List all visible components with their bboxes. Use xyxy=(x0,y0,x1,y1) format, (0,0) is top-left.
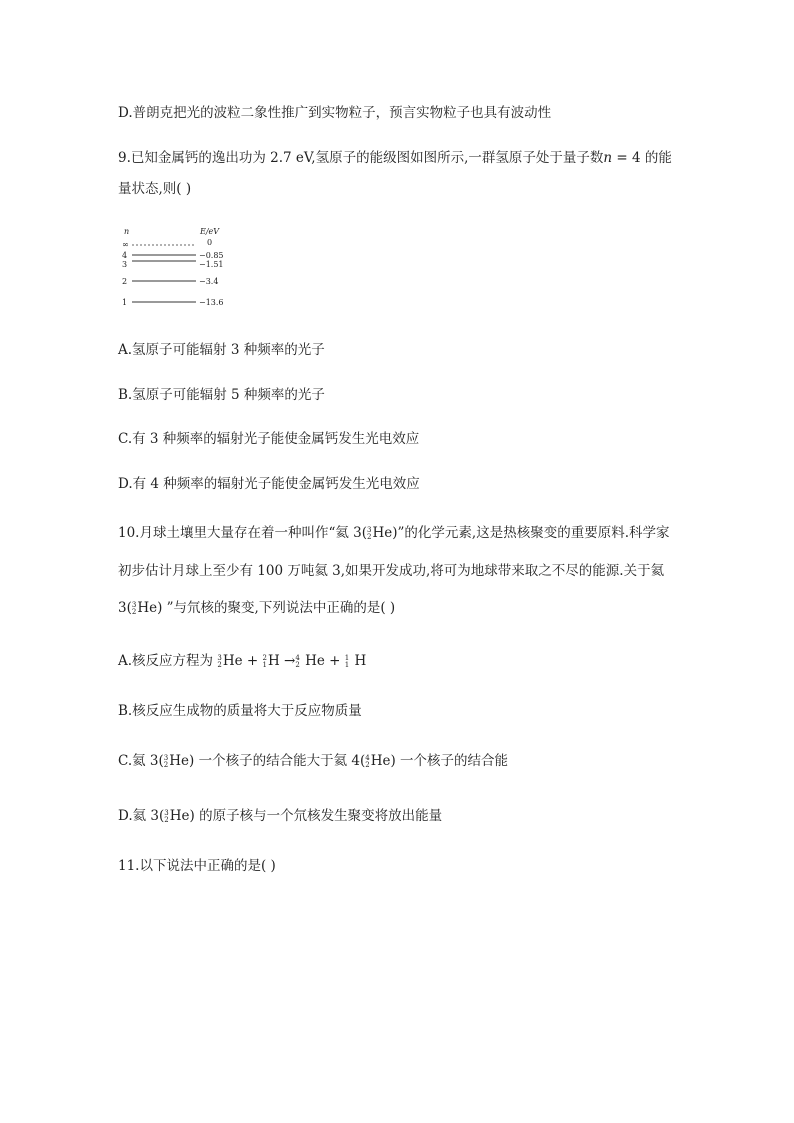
level-e-1: −13.6 xyxy=(199,298,224,307)
question-10-line-2: 初步估计月球上至少有 100 万吨氦 3,如果开发成功,将可为地球带来取之不尽的能源.关于氦 xyxy=(118,563,665,579)
c-he3-z: 2 xyxy=(163,760,169,769)
level-n-4: 4 xyxy=(122,251,128,260)
question-10-line-3 xyxy=(118,599,395,617)
c-text-c: He) 一个核子的结合能 xyxy=(370,753,509,769)
q9-option-b: B.氢原子可能辐射 5 种频率的光子 xyxy=(118,387,325,403)
a-plus-1: + xyxy=(242,653,263,669)
a-he4-z: 2 xyxy=(295,660,300,669)
he3-z-2: 2 xyxy=(131,607,137,616)
d-he3-iso xyxy=(164,810,168,824)
q9-n-variable: n xyxy=(603,150,613,166)
diagram-e-header: E/eV xyxy=(200,227,220,236)
question-9-line-1 xyxy=(118,149,672,167)
a-he4-mass: 4 xyxy=(295,653,300,662)
level-e-4: −0.85 xyxy=(199,251,224,260)
d-he3-z: 2 xyxy=(164,815,169,824)
a-h1-symbol: H xyxy=(350,653,367,669)
q9-option-d: D.有 4 种频率的辐射光子能使金属钙发生光电效应 xyxy=(118,476,420,492)
diagram-n-header: n xyxy=(124,227,130,236)
a-he3-mass: 3 xyxy=(217,653,222,662)
level-n-inf: ∞ xyxy=(122,240,129,249)
energy-level-diagram xyxy=(118,225,248,315)
a-he4-symbol: He + xyxy=(300,653,345,669)
option-d-previous: D.普朗克把光的波粒二象性推广到实物粒子，预言实物粒子也具有波动性 xyxy=(118,105,552,121)
q10-text-a: 10.月球土壤里大量存在着一种叫作“氦 3( xyxy=(118,525,368,541)
q9-text-a: 9.已知金属钙的逸出功为 2.7 eV,氢原子的能级图如图所示,一群氢原子处于量子数 xyxy=(118,150,604,166)
level-n-2: 2 xyxy=(122,277,128,286)
q9-option-c: C.有 3 种频率的辐射光子能使金属钙发生光电效应 xyxy=(118,431,420,447)
a-h2-mass: 2 xyxy=(262,653,267,662)
d-text-b: He) 的原子核与一个氘核发生聚变将放出能量 xyxy=(169,808,443,824)
c-text-b: He) 一个核子的结合能大于氦 4( xyxy=(169,753,366,769)
a-he3-iso xyxy=(217,655,221,669)
he3-z: 2 xyxy=(367,532,372,541)
he3-mass: 3 xyxy=(367,525,372,534)
q10-line3-b: He) ”与氘核的聚变,下列说法中正确的是( ) xyxy=(137,600,396,616)
c-he3-mass: 3 xyxy=(163,753,169,762)
q10-option-b: B.核反应生成物的质量将大于反应物质量 xyxy=(118,703,362,719)
c-text-a: C.氦 3( xyxy=(118,753,164,769)
q10-line3-a: 3( xyxy=(118,600,132,616)
a-he3-z: 2 xyxy=(217,660,222,669)
a-h2-iso xyxy=(262,655,266,669)
question-10-line-1 xyxy=(118,524,670,542)
d-text-a: D.氦 3( xyxy=(118,808,165,824)
c-he4-mass: 4 xyxy=(365,753,370,762)
he3-mass-2: 3 xyxy=(131,600,137,609)
level-n-3: 3 xyxy=(122,260,128,269)
q9-option-a: A.氢原子可能辐射 3 种频率的光子 xyxy=(118,342,325,358)
c-he4-iso xyxy=(365,755,369,769)
c-he4-z: 2 xyxy=(365,760,370,769)
q10-option-d xyxy=(118,807,442,825)
a-he4-iso xyxy=(295,655,299,669)
a-h1-iso xyxy=(345,655,349,669)
he3-isotope-notation xyxy=(367,527,371,541)
he3-isotope-notation-2 xyxy=(132,602,136,616)
q10-option-a xyxy=(118,652,366,670)
c-he3-iso xyxy=(164,755,168,769)
level-e-3: −1.51 xyxy=(199,260,224,269)
a-he3-symbol: He xyxy=(222,653,243,669)
a-h-arrow: H → xyxy=(267,653,296,669)
question-11-line-1: 11.以下说法中正确的是( ) xyxy=(118,858,276,874)
q9-text-b: = 4 的能 xyxy=(612,150,672,166)
q10-option-c xyxy=(118,752,508,770)
d-he3-mass: 3 xyxy=(164,808,169,817)
level-e-2: −3.4 xyxy=(199,277,219,286)
level-n-1: 1 xyxy=(122,298,128,307)
a-h1-mass: 1 xyxy=(344,653,350,662)
q10-text-b: He)”的化学元素,这是热核聚变的重要原料.科学家 xyxy=(372,525,670,541)
level-e-inf: 0 xyxy=(207,238,213,247)
a-h1-z: 1 xyxy=(344,660,350,669)
question-9-line-2: 量状态,则( ) xyxy=(118,181,192,197)
q10-a-prefix: A.核反应方程为 xyxy=(118,653,218,669)
a-h2-z: 1 xyxy=(262,660,267,669)
